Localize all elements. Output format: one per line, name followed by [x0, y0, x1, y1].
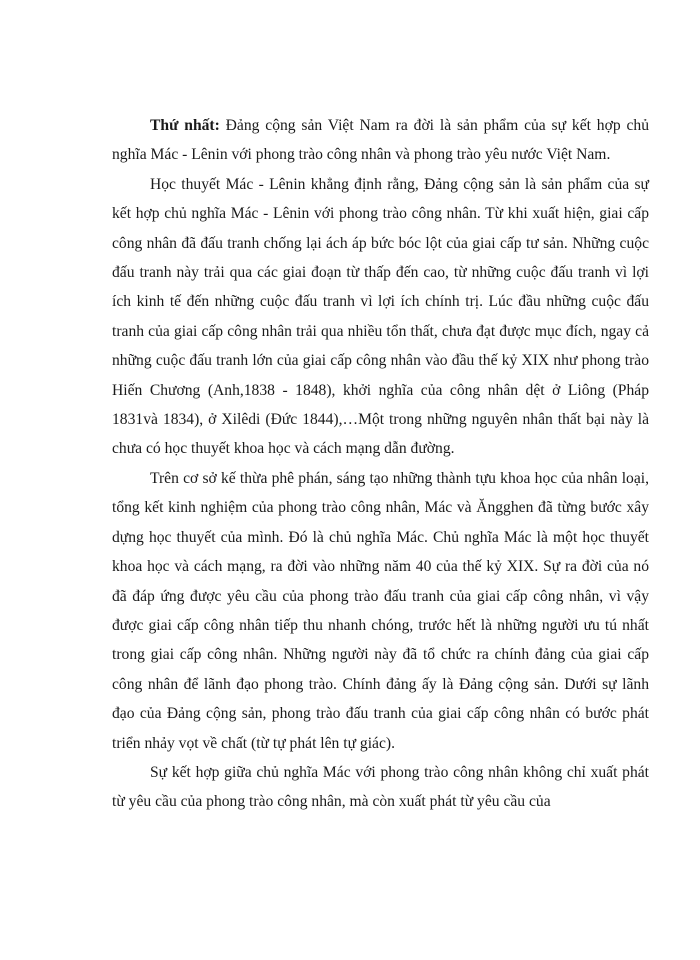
paragraph-3: Trên cơ sở kế thừa phê phán, sáng tạo những thành tựu khoa học của nhân loại, tổng kết kinh nghiệm của phong trào công nhân, Mác và Ăngghen đã từng bước xây dựng học thuyết của mình. Đó là chủ nghĩa Mác. Chủ nghĩa Mác là một học thuyết khoa học và cách mạng, ra đời vào những năm 40 của thế kỷ XIX. Sự ra đời của nó đã đáp ứng được yêu cầu của phong trào đấu tranh của giai cấp công nhân, vì vậy được giai cấp công nhân tiếp thu nhanh chóng, trước hết là những người ưu tú nhất trong giai cấp công nhân. Những người này đã tổ chức ra chính đảng của giai cấp công nhân để lãnh đạo phong trào. Chính đảng ấy là Đảng cộng sản. Dưới sự lãnh đạo của Đảng cộng sản, phong trào đấu tranh của giai cấp công nhân có bước phát triển nhảy vọt về chất (từ tự phát lên tự giác).: [112, 469, 649, 752]
paragraph-lead-label: Thứ nhất:: [150, 117, 220, 134]
paragraph-1: [112, 111, 649, 170]
paragraph-2: Học thuyết Mác - Lênin khẳng định rằng, Đảng cộng sản là sản phẩm của sự kết hợp chủ nghĩa Mác - Lênin với phong trào công nhân. Từ khi xuất hiện, giai cấp công nhân đã đấu tranh chống lại ách áp bức bóc lột của giai cấp tư sản. Những cuộc đấu tranh này trải qua các giai đoạn từ thấp đến cao, từ những cuộc đấu tranh vì lợi ích kinh tế đến những cuộc đấu tranh vì lợi ích chính trị. Lúc đầu những cuộc đấu tranh của giai cấp công nhân trải qua nhiều tổn thất, chưa đạt được mục đích, ngay cả những cuộc đấu tranh lớn của giai cấp công nhân vào đầu thế kỷ XIX như phong trào Hiến Chương (Anh,1838 - 1848), khởi nghĩa của công nhân dệt ở Liông (Pháp 1831và 1834), ở Xilêdi (Đức 1844),…Một trong những nguyên nhân thất bại này là chưa có học thuyết khoa học và cách mạng dẫn đường.: [112, 175, 649, 458]
document-page: [112, 111, 649, 817]
paragraph-1-text: Đảng cộng sản Việt Nam ra đời là sản phẩm của sự kết hợp chủ nghĩa Mác - Lênin với phong trào công nhân và phong trào yêu nước Việt Nam.: [112, 117, 650, 164]
paragraph-4: Sự kết hợp giữa chủ nghĩa Mác với phong trào công nhân không chỉ xuất phát từ yêu cầu của phong trào công nhân, mà còn xuất phát từ yêu cầu của: [112, 763, 649, 811]
